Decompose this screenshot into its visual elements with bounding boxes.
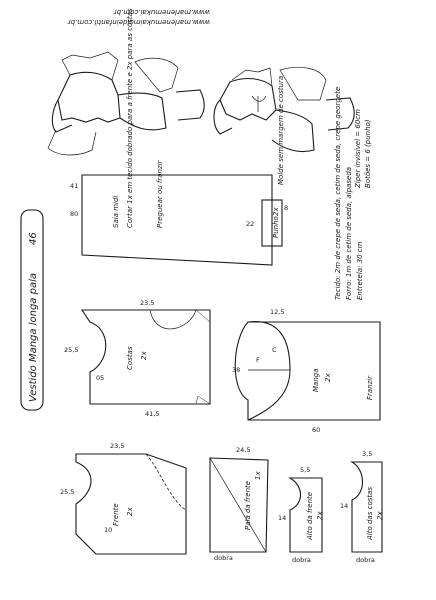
alto-frente-count: 2x (316, 511, 324, 520)
alto-frente-name: Alto da frente (306, 491, 314, 540)
saia-outline (82, 175, 272, 265)
pattern-title (21, 210, 43, 410)
manga-dim-top: 12,5 (270, 308, 285, 316)
costas-dim-right: 41,5 (145, 410, 160, 418)
alto-costas-count: 2x (376, 511, 384, 520)
manga-franzir-label (366, 375, 374, 400)
manga-dim-bottom: 38 (232, 366, 241, 374)
costas-dim-inner: 05 (96, 374, 105, 382)
entretela-note: Entretela: 30 cm (356, 241, 364, 300)
piece-punho (246, 200, 288, 246)
pala-count: 1x (254, 471, 262, 480)
tecido-note: Tecido: 2m de crepe de seda, cetim de seda, crepe georgete (334, 86, 342, 300)
title-text: Vestido Manga longa pala (28, 273, 39, 402)
botoes-note: Botões = 6 (punho) (364, 119, 372, 188)
frente-dim-corner: 10 (104, 526, 113, 534)
manga-label-f: F (256, 356, 260, 364)
piece-alto-frente (278, 466, 324, 564)
pala-edge: dobra (214, 554, 233, 562)
frente-outline (76, 454, 186, 554)
piece-costas (64, 299, 210, 418)
piece-frente (60, 442, 186, 554)
pala-labels (244, 471, 262, 530)
url-line-1: www.marlenemukaimoldeinfantil.com.br (67, 18, 210, 26)
costas-labels (126, 346, 148, 370)
website-urls (67, 8, 210, 26)
saia-note: Preguear ou franzir (156, 160, 164, 228)
manga-outline (235, 322, 380, 420)
costas-dim-side: 25,5 (64, 346, 79, 354)
saia-instructions: Cortar 1x em tecido dobrado para a frente e 2x para as costas (126, 8, 134, 228)
pala-dim-top: 24,5 (236, 446, 251, 454)
manga-labels (312, 369, 332, 393)
piece-alto-costas (340, 450, 384, 564)
frente-dim-top: 23,5 (110, 442, 125, 450)
manga-cap (248, 322, 290, 420)
molde-note (277, 76, 285, 185)
saia-dim-top: 41 (70, 182, 79, 190)
frente-count: 2x (126, 507, 134, 516)
punho-name: Punho (272, 216, 280, 238)
punho-count: 2x (272, 207, 280, 216)
alto-frente-dim-side: 14 (278, 514, 287, 522)
piece-manga (232, 308, 380, 434)
frente-labels (112, 503, 134, 526)
piece-saia (70, 8, 272, 265)
frente-name: Frente (112, 503, 120, 526)
saia-name: Saia midi (112, 195, 120, 228)
manga-count: 2x (324, 373, 332, 382)
punho-labels (272, 207, 280, 238)
manga-dim-side: 60 (312, 426, 321, 434)
manga-label-c: C (272, 346, 277, 354)
url-line-2: www.marlenemukai.com.br (113, 8, 210, 16)
alto-costas-edge: dobra (356, 556, 375, 564)
piece-pala (210, 446, 268, 562)
manga-franzir: Franzir (366, 375, 374, 400)
pala-name: Pala da frente (244, 480, 252, 530)
alto-frente-labels (306, 492, 324, 541)
costas-name: Costas (126, 346, 134, 370)
molde-note-text: Molde sem margem de costura (277, 75, 285, 185)
size-text: 46 (28, 232, 39, 245)
alto-costas-name: Alto das costas (366, 486, 374, 540)
materials-column (354, 109, 372, 189)
punho-dim-w: 22 (246, 220, 255, 228)
saia-dim-left: 80 (70, 210, 79, 218)
dress-illustrations (48, 52, 354, 155)
alto-frente-dim-top: 5,5 (300, 466, 311, 474)
costas-dim-top: 23,5 (140, 299, 155, 307)
alto-costas-dim-top: 3,5 (362, 450, 373, 458)
punho-dim-h: 8 (284, 204, 289, 212)
ziper-note: Ziper invisível = 60cm (354, 109, 362, 188)
forro-note: Forro: 1m de cetim de seda, alpaseda (345, 166, 353, 300)
alto-costas-labels (366, 487, 384, 541)
alto-frente-edge: dobra (292, 556, 311, 564)
manga-name: Manga (312, 368, 320, 392)
frente-dim-side: 25,5 (60, 488, 75, 496)
alto-costas-dim-side: 14 (340, 502, 349, 510)
costas-count: 2x (140, 351, 148, 360)
